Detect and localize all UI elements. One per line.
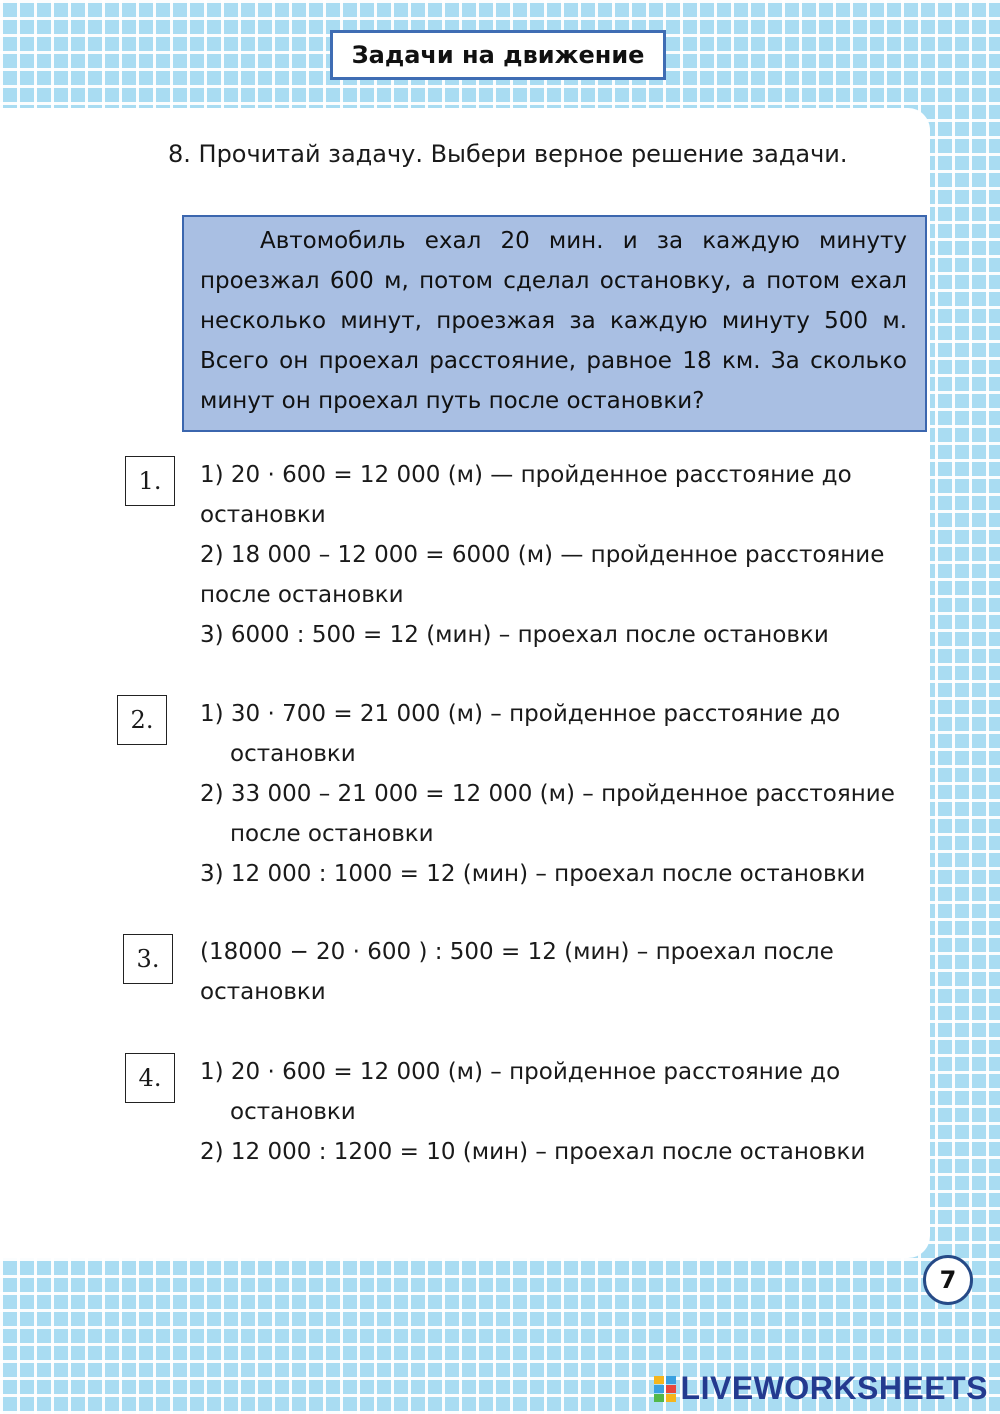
liveworksheets-logo-icon <box>653 1374 677 1404</box>
option-3-step-1: (18000 − 20 · 600 ) : 500 = 12 (мин) – проехал после остановки <box>200 939 834 1005</box>
option-4-number: 4. <box>138 1064 162 1092</box>
option-3-number: 3. <box>136 945 160 973</box>
option-4-solution <box>200 1052 910 1172</box>
option-4-number-box[interactable] <box>125 1053 175 1103</box>
option-4-step-2: 2) 12 000 : 1200 = 10 (мин) – проехал после остановки <box>200 1139 866 1165</box>
option-2-solution <box>200 694 910 894</box>
option-2-number: 2. <box>130 706 154 734</box>
page-title-box <box>330 30 666 80</box>
option-2-number-box[interactable] <box>117 695 167 745</box>
option-1-step-3: 3) 6000 : 500 = 12 (мин) – проехал после остановки <box>200 622 829 648</box>
option-1-step-1: 1) 20 · 600 = 12 000 (м) — пройденное расстояние до остановки <box>200 462 852 528</box>
option-1-solution <box>200 455 910 655</box>
option-4-step-1: 1) 20 · 600 = 12 000 (м) – пройденное расстояние до остановки <box>200 1059 841 1125</box>
option-2-step-1: 1) 30 · 700 = 21 000 (м) – пройденное расстояние до остановки <box>200 701 841 767</box>
option-1-step-2: 2) 18 000 – 12 000 = 6000 (м) — пройденное расстояние после остановки <box>200 542 885 608</box>
option-2-step-3: 3) 12 000 : 1000 = 12 (мин) – проехал после остановки <box>200 861 866 887</box>
brand-name: LIVEWORKSHEETS <box>680 1370 988 1406</box>
brand-watermark <box>653 1370 988 1407</box>
option-1-number-box[interactable] <box>125 456 175 506</box>
page-number: 7 <box>923 1255 973 1305</box>
problem-text-box: Автомобиль ехал 20 мин. и за каждую минуту проезжал 600 м, потом сделал остановку, а потом ехал несколько минут, проезжая за каждую минуту 500 м. Всего он проехал расстояние, равное 18 км. За сколько минут он проехал путь после остановки? <box>182 215 927 432</box>
page-title: Задачи на движение <box>351 41 645 69</box>
option-2-step-2: 2) 33 000 – 21 000 = 12 000 (м) – пройденное расстояние после остановки <box>200 781 895 847</box>
option-3-number-box[interactable] <box>123 934 173 984</box>
option-1-number: 1. <box>138 467 162 495</box>
task-title: 8. Прочитай задачу. Выбери верное решение задачи. <box>168 140 848 168</box>
option-3-solution <box>200 932 910 1012</box>
